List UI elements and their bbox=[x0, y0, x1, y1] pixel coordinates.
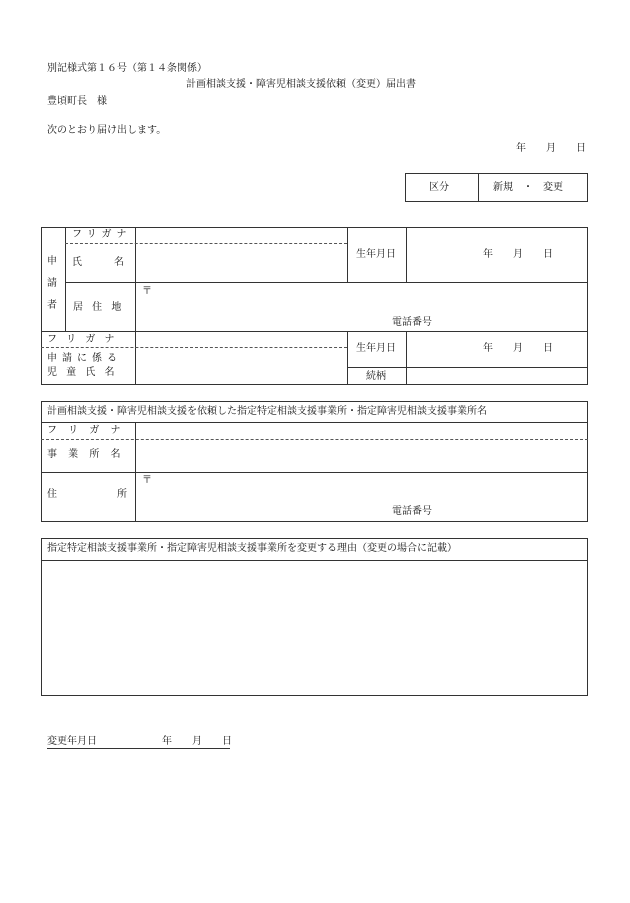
provider-furigana-label: フ リ ガ ナ bbox=[47, 425, 125, 436]
intro-text: 次のとおり届け出します。 bbox=[47, 125, 167, 136]
child-birth-label: 生年月日 bbox=[356, 343, 396, 354]
provider-heading: 計画相談支援・障害児相談支援を依頼した指定特定相談支援事業所・指定障害児相談支援事業所名 bbox=[47, 406, 487, 417]
child-furigana-label: フ リ ガ ナ bbox=[47, 334, 118, 345]
category-divider bbox=[478, 173, 479, 202]
applicant-address-label: 居 住 地 bbox=[73, 302, 125, 313]
change-date-value[interactable]: 年 月 日 bbox=[162, 736, 232, 747]
form-title: 計画相談支援・障害児相談支援依頼（変更）届出書 bbox=[186, 79, 416, 90]
change-date-underline bbox=[47, 748, 230, 749]
provider-address-label: 住 所 bbox=[47, 489, 131, 500]
applicant-birth-value[interactable]: 年 月 日 bbox=[483, 249, 553, 260]
reason-field[interactable] bbox=[43, 562, 586, 694]
applicant-name-field[interactable] bbox=[137, 245, 345, 280]
applicant-phone-label: 電話番号 bbox=[392, 317, 432, 328]
form-reference: 別記様式第１６号（第１４条関係） bbox=[47, 63, 207, 74]
provider-office-field[interactable] bbox=[137, 441, 586, 470]
applicant-birth-label: 生年月日 bbox=[356, 249, 396, 260]
provider-phone-label: 電話番号 bbox=[392, 506, 432, 517]
child-birth-value[interactable]: 年 月 日 bbox=[483, 343, 553, 354]
submission-date: 年 月 日 bbox=[516, 143, 586, 154]
category-value[interactable]: 新規 ・ 変更 bbox=[493, 182, 563, 193]
child-name-field[interactable] bbox=[137, 349, 345, 383]
category-label: 区分 bbox=[429, 182, 449, 193]
applicant-furigana-label: フリガナ bbox=[72, 229, 132, 240]
child-name-label-line1: 申請に係る bbox=[47, 353, 122, 364]
relation-label: 続柄 bbox=[366, 371, 386, 382]
provider-postal-mark: 〒 bbox=[142, 475, 152, 486]
addressee: 豊頃町長 様 bbox=[47, 96, 107, 107]
child-name-label-line2: 児 童 氏 名 bbox=[47, 367, 118, 378]
provider-office-label: 事 業 所 名 bbox=[47, 449, 125, 460]
applicant-furigana-field[interactable] bbox=[137, 228, 345, 242]
reason-heading: 指定特定相談支援事業所・指定障害児相談支援事業所を変更する理由（変更の場合に記載） bbox=[47, 543, 457, 554]
relation-field[interactable] bbox=[408, 369, 586, 383]
applicant-group-label: 申請者 bbox=[47, 256, 57, 311]
change-date-label: 変更年月日 bbox=[47, 736, 97, 747]
postal-mark: 〒 bbox=[142, 286, 152, 297]
applicant-name-label: 氏 名 bbox=[72, 257, 128, 268]
